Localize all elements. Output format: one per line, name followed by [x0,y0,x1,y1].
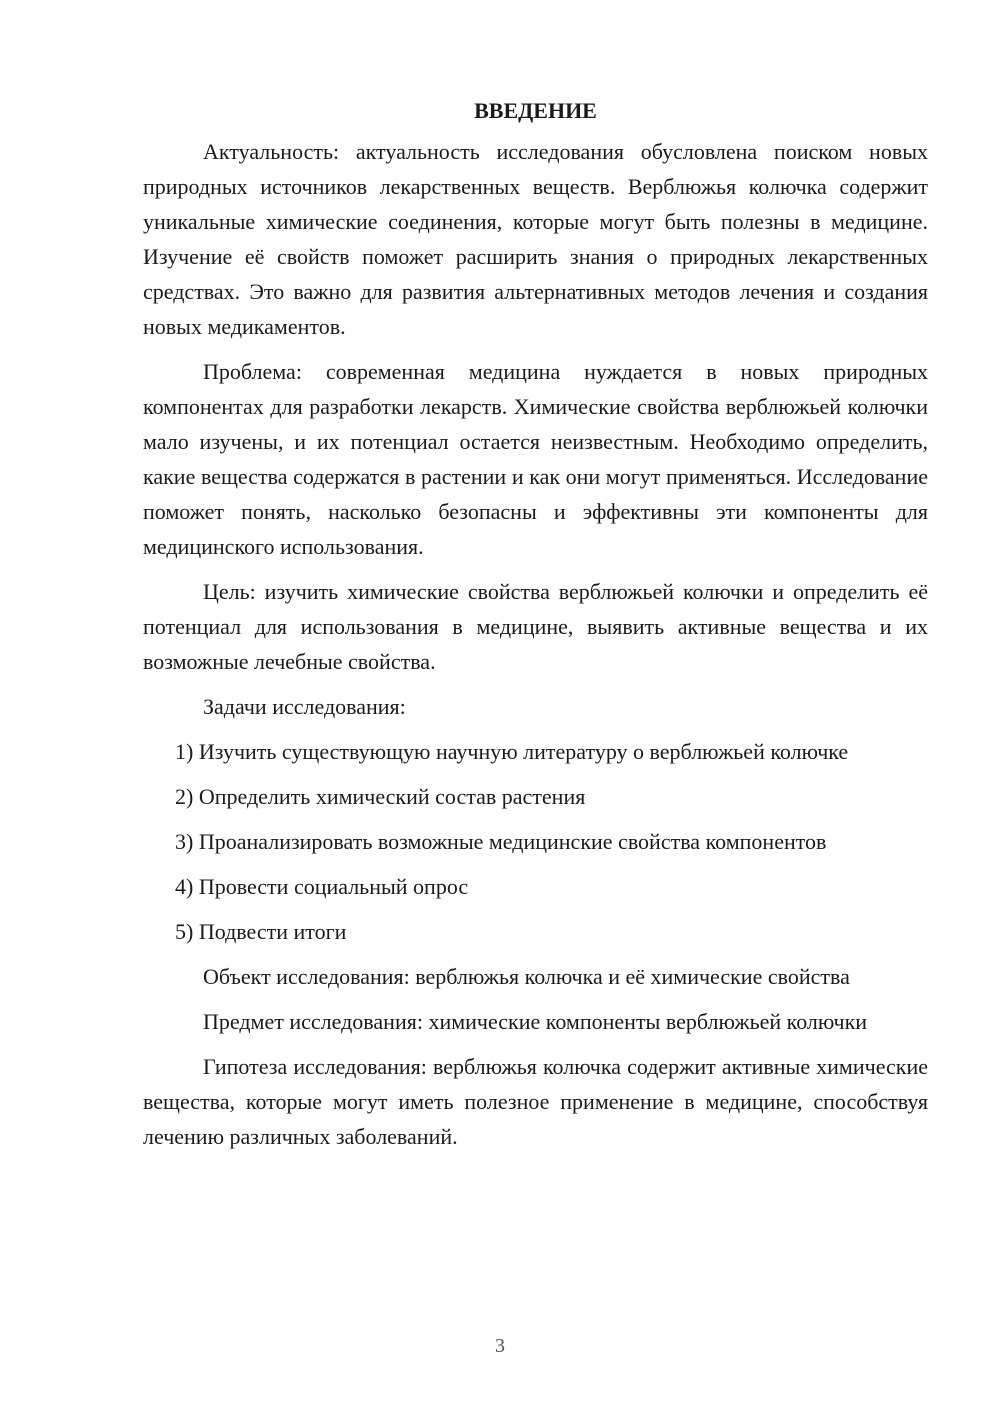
document-page [143,96,928,1164]
object-paragraph: Объект исследования: верблюжья колючка и её химические свойства [203,964,850,989]
task-item-2: 2) Определить химический состав растения [175,784,586,809]
subject-paragraph: Предмет исследования: химические компоненты верблюжьей колючки [203,1009,868,1034]
task-item-1: 1) Изучить существующую научную литературу о верблюжьей колючке [175,739,849,764]
goal-paragraph: Цель: изучить химические свойства верблюжьей колючки и определить её потенциал для использования в медицине, выявить активные вещества и их возможные лечебные свойства. [143,579,928,674]
task-item-5: 5) Подвести итоги [175,919,347,944]
page-title: ВВЕДЕНИЕ [474,98,597,123]
task-item-3: 3) Проанализировать возможные медицинские свойства компонентов [175,829,827,854]
tasks-title: Задачи исследования: [203,694,406,719]
page-number: 3 [495,1335,505,1357]
hypothesis-paragraph: Гипотеза исследования: верблюжья колючка содержит активные химические вещества, которые могут иметь полезное применение в медицине, способствуя лечению различных заболеваний. [143,1054,928,1149]
relevance-paragraph: Актуальность: актуальность исследования обусловлена поиском новых природных источников лекарственных веществ. Верблюжья колючка содержит уникальные химические соединения, которые могут быть полезны в медицине. Изучение её свойств поможет расширить знания о природных лекарственных средствах. Это важно для развития альтернативных методов лечения и создания новых медикаментов. [143,139,928,339]
problem-paragraph: Проблема: современная медицина нуждается в новых природных компонентах для разработки лекарств. Химические свойства верблюжьей колючки мало изучены, и их потенциал остается неизвестным. Необходимо определить, какие вещества содержатся в растении и как они могут применяться. Исследование поможет понять, насколько безопасны и эффективны эти компоненты для медицинского использования. [143,359,928,559]
task-item-4: 4) Провести социальный опрос [175,874,469,899]
